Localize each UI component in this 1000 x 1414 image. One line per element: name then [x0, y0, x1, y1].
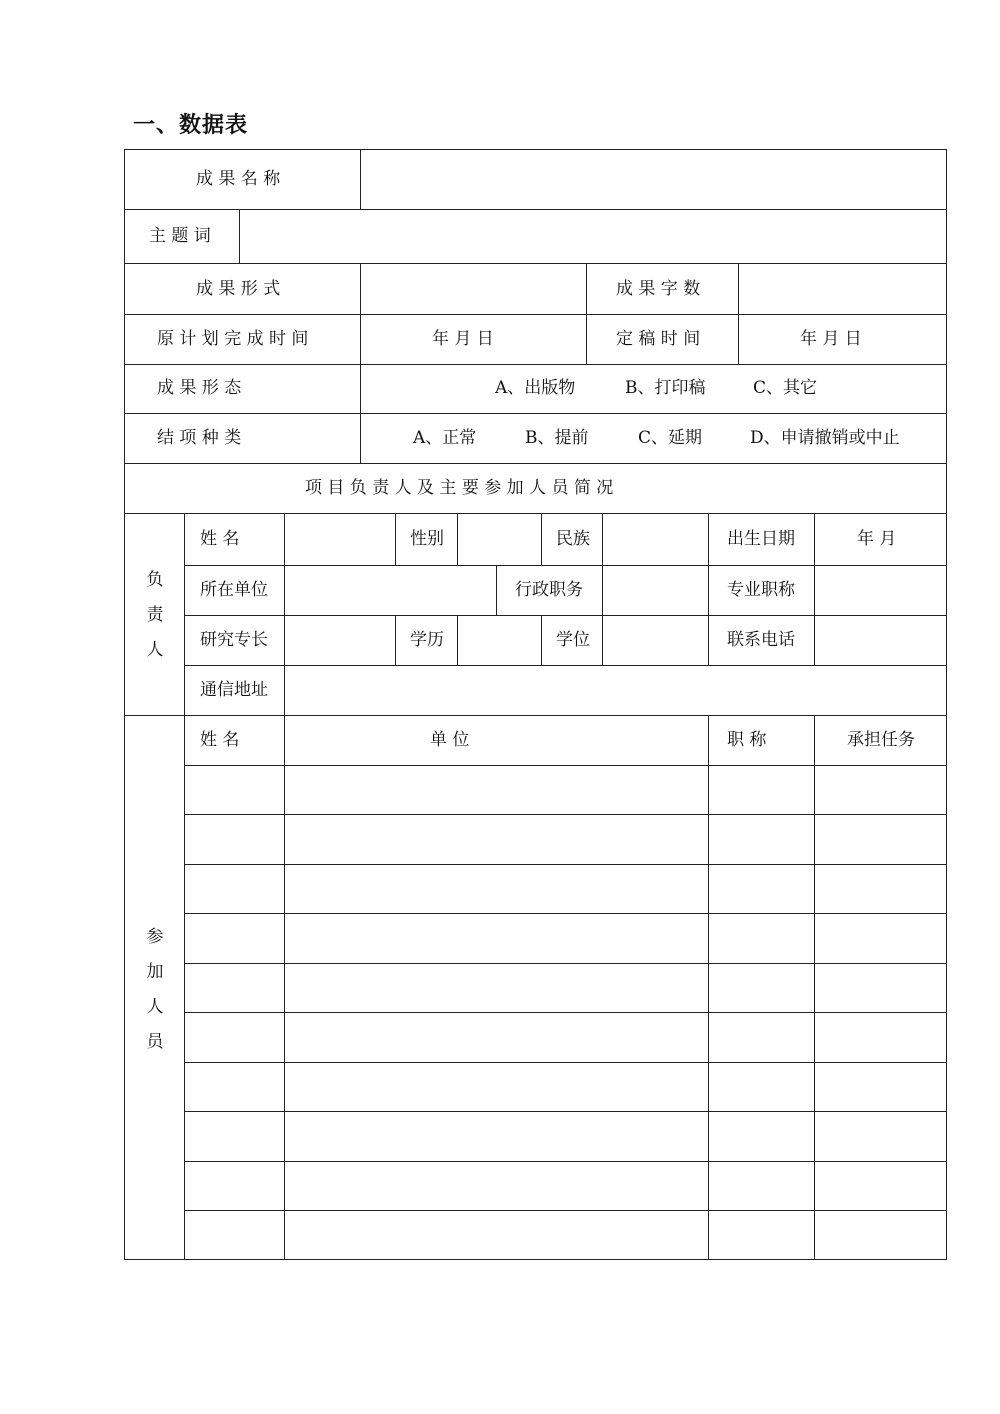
leader-gender-label: 性别 — [410, 529, 444, 549]
participant-title-field[interactable] — [709, 1063, 814, 1111]
leader-phone-field[interactable] — [815, 616, 946, 665]
participant-name-field[interactable] — [185, 1211, 284, 1259]
participant-unit-field[interactable] — [285, 1013, 708, 1062]
leader-phone-label: 联系电话 — [727, 630, 795, 650]
row-divider — [124, 715, 947, 716]
leader-birth-label: 出生日期 — [727, 529, 795, 549]
participant-title-field[interactable] — [709, 766, 814, 814]
leader-name-field[interactable] — [285, 514, 395, 565]
participant-task-field[interactable] — [815, 1112, 946, 1161]
result-form-field[interactable] — [361, 264, 586, 314]
participant-task-field[interactable] — [815, 964, 946, 1012]
leader-degree-label: 学位 — [556, 630, 590, 650]
participant-title-field[interactable] — [709, 1211, 814, 1259]
participant-name-field[interactable] — [185, 1063, 284, 1111]
col-divider — [586, 263, 587, 364]
leader-specialty-field[interactable] — [285, 616, 395, 665]
participant-name-field[interactable] — [185, 865, 284, 913]
participant-unit-field[interactable] — [285, 914, 708, 963]
leader-address-field[interactable] — [285, 666, 946, 715]
participant-task-field[interactable] — [815, 1013, 946, 1062]
col-divider — [395, 615, 396, 665]
participant-task-field[interactable] — [815, 914, 946, 963]
result-state-label: 成 果 形 态 — [157, 378, 242, 398]
leader-pro-title-field[interactable] — [815, 566, 946, 615]
participant-task-field[interactable] — [815, 766, 946, 814]
leader-section-label — [145, 563, 165, 668]
row-divider — [124, 413, 947, 414]
participant-name-field[interactable] — [185, 1162, 284, 1210]
col-divider — [395, 513, 396, 565]
col-divider — [541, 615, 542, 665]
word-count-label: 成 果 字 数 — [616, 279, 701, 299]
result-form-label: 成 果 形 式 — [196, 279, 281, 299]
leader-admin-post-label: 行政职务 — [515, 580, 583, 600]
table-border-left — [124, 149, 125, 1260]
state-option-other[interactable]: C、其它 — [753, 378, 818, 398]
participant-task-field[interactable] — [815, 815, 946, 864]
col-divider — [541, 513, 542, 565]
participants-label-char: 员 — [146, 1032, 164, 1052]
participant-task-field[interactable] — [815, 1162, 946, 1210]
participants-name-header: 姓 名 — [200, 730, 240, 750]
participant-name-field[interactable] — [185, 1013, 284, 1062]
participant-title-field[interactable] — [709, 815, 814, 864]
result-name-label: 成 果 名 称 — [196, 169, 281, 189]
leader-gender-field[interactable] — [458, 514, 541, 565]
closure-option-early[interactable]: B、提前 — [525, 428, 589, 448]
participant-name-field[interactable] — [185, 1112, 284, 1161]
planned-date-field[interactable]: 年 月 日 — [432, 329, 494, 349]
leader-degree-field[interactable] — [603, 616, 708, 665]
participant-name-field[interactable] — [185, 964, 284, 1012]
participants-section-label — [145, 920, 165, 1060]
leader-specialty-label: 研究专长 — [200, 630, 268, 650]
leader-ethnicity-field[interactable] — [603, 514, 708, 565]
participants-label-char: 人 — [146, 997, 164, 1017]
participant-unit-field[interactable] — [285, 766, 708, 814]
participant-title-field[interactable] — [709, 1112, 814, 1161]
participants-task-header: 承担任务 — [847, 730, 915, 750]
participant-unit-field[interactable] — [285, 865, 708, 913]
participant-unit-field[interactable] — [285, 1162, 708, 1210]
state-option-printed[interactable]: B、打印稿 — [625, 378, 706, 398]
leader-label-char: 负 — [146, 570, 164, 590]
leader-address-label: 通信地址 — [200, 680, 268, 700]
participant-unit-field[interactable] — [285, 815, 708, 864]
participant-unit-field[interactable] — [285, 964, 708, 1012]
participant-unit-field[interactable] — [285, 1063, 708, 1111]
planned-time-label: 原 计 划 完 成 时 间 — [157, 329, 309, 349]
word-count-field[interactable] — [739, 264, 946, 314]
state-option-published[interactable]: A、出版物 — [495, 378, 576, 398]
participants-label-char: 参 — [146, 927, 164, 947]
participant-unit-field[interactable] — [285, 1112, 708, 1161]
row-divider — [124, 364, 947, 365]
participant-title-field[interactable] — [709, 1013, 814, 1062]
closure-option-normal[interactable]: A、正常 — [413, 428, 477, 448]
leader-birth-field[interactable]: 年 月 — [857, 529, 897, 549]
leader-name-label: 姓 名 — [200, 529, 240, 549]
leader-pro-title-label: 专业职称 — [727, 580, 795, 600]
participant-title-field[interactable] — [709, 914, 814, 963]
result-name-field[interactable] — [361, 150, 946, 209]
participant-name-field[interactable] — [185, 914, 284, 963]
leader-education-label: 学历 — [410, 630, 444, 650]
row-divider — [124, 314, 947, 315]
col-divider — [708, 513, 709, 665]
table-border-bottom — [124, 1259, 947, 1260]
participant-task-field[interactable] — [815, 865, 946, 913]
leader-label-char: 人 — [146, 640, 164, 660]
people-summary-header: 项 目 负 责 人 及 主 要 参 加 人 员 简 况 — [305, 478, 614, 498]
leader-ethnicity-label: 民族 — [556, 529, 590, 549]
col-divider — [496, 565, 497, 615]
participant-name-field[interactable] — [185, 766, 284, 814]
final-time-label: 定 稿 时 间 — [616, 329, 701, 349]
participant-title-field[interactable] — [709, 964, 814, 1012]
table-border-right — [946, 149, 947, 1260]
participant-title-field[interactable] — [709, 865, 814, 913]
closure-option-withdraw[interactable]: D、申请撤销或中止 — [750, 428, 900, 448]
participant-title-field[interactable] — [709, 1162, 814, 1210]
participant-unit-field[interactable] — [285, 1211, 708, 1259]
leader-unit-field[interactable] — [285, 566, 496, 615]
leader-education-field[interactable] — [458, 616, 541, 665]
participants-unit-header: 单 位 — [430, 730, 470, 750]
keywords-field[interactable] — [240, 210, 946, 263]
participants-label-char: 加 — [146, 962, 164, 982]
participant-task-field[interactable] — [815, 1063, 946, 1111]
participants-title-header: 职 称 — [727, 730, 767, 750]
final-date-field[interactable]: 年 月 日 — [800, 329, 862, 349]
closure-option-delayed[interactable]: C、延期 — [638, 428, 703, 448]
row-divider — [124, 463, 947, 464]
leader-unit-label: 所在单位 — [200, 580, 268, 600]
page-title: 一、数据表 — [133, 113, 249, 138]
participant-task-field[interactable] — [815, 1211, 946, 1259]
participant-name-field[interactable] — [185, 815, 284, 864]
keywords-label: 主 题 词 — [149, 226, 211, 246]
closure-type-label: 结 项 种 类 — [157, 428, 242, 448]
leader-admin-post-field[interactable] — [603, 566, 708, 615]
leader-label-char: 责 — [146, 605, 164, 625]
